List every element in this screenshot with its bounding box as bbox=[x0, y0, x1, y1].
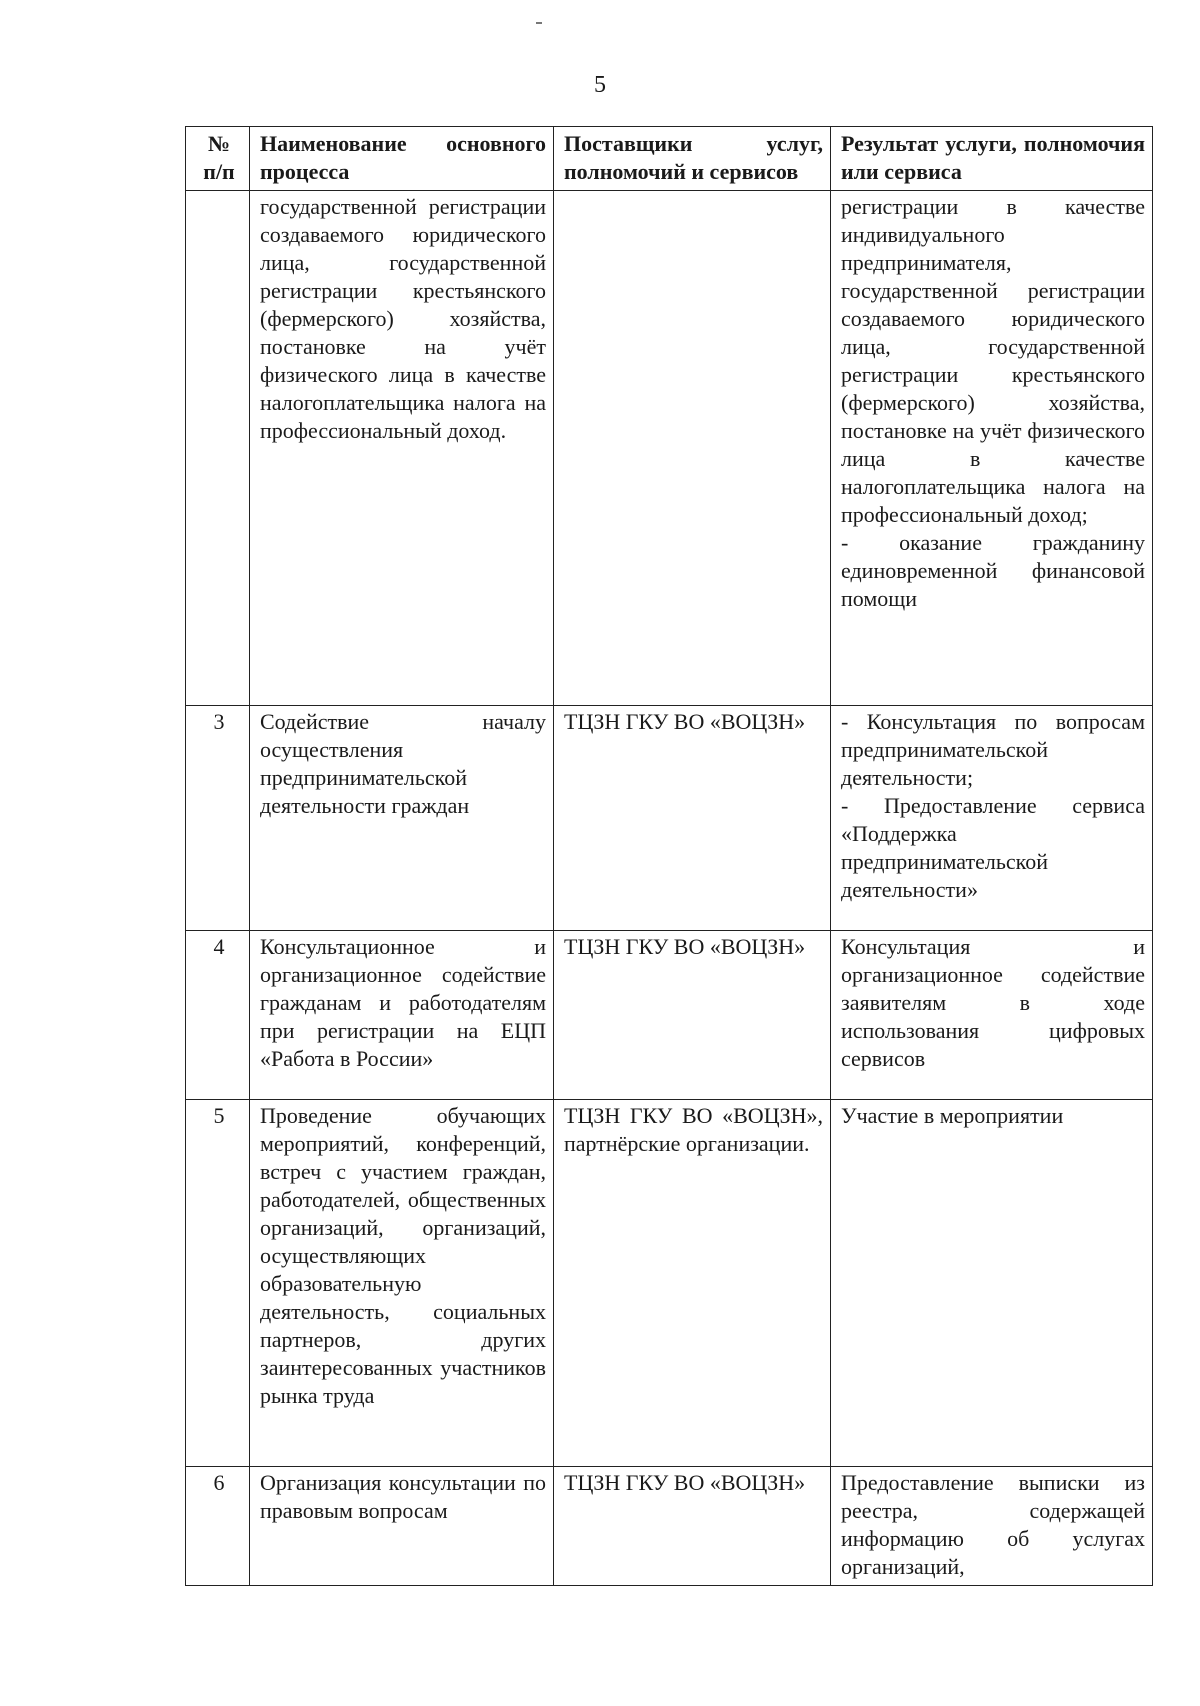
table-row bbox=[186, 191, 1153, 706]
table-header-row bbox=[186, 127, 1153, 191]
providers-cell: ТЦЗН ГКУ ВО «ВОЦЗН» bbox=[554, 1467, 831, 1586]
providers-cell: ТЦЗН ГКУ ВО «ВОЦЗН», партнёрские организации. bbox=[554, 1100, 831, 1467]
row-number bbox=[186, 191, 250, 706]
result-cell: Консультация и организационное содействие заявителям в ходе использования цифровых сервисов bbox=[831, 931, 1153, 1100]
header-providers: Поставщики услуг, полномочий и сервисов bbox=[554, 127, 831, 191]
row-number: 3 bbox=[186, 706, 250, 931]
providers-cell: ТЦЗН ГКУ ВО «ВОЦЗН» bbox=[554, 706, 831, 931]
table-row bbox=[186, 1467, 1153, 1586]
process-name-cell: Содействие началу осуществления предпринимательской деятельности граждан bbox=[250, 706, 554, 931]
row-number: 5 bbox=[186, 1100, 250, 1467]
header-result: Результат услуги, полномочия или сервиса bbox=[831, 127, 1153, 191]
result-cell: Участие в мероприятии bbox=[831, 1100, 1153, 1467]
page-number: 5 bbox=[594, 72, 606, 98]
process-name-cell: Проведение обучающих мероприятий, конференций, встреч с участием граждан, работодателей, общественных организаций, организаций, осуществляющих образовательную деятельность, социальных партнеров, других заинтересованных участников рынка труда bbox=[250, 1100, 554, 1467]
process-name-cell: Консультационное и организационное содействие гражданам и работодателям при регистрации на ЕЦП «Работа в России» bbox=[250, 931, 554, 1100]
result-cell: регистрации в качестве индивидуального предпринимателя, государственной регистрации создаваемого юридического лица, государственной регистрации крестьянского (фермерского) хозяйства, постановке на учёт физического лица в качестве налогоплательщика налога на профессиональный доход; - оказание гражданину единовременной финансовой помощи bbox=[831, 191, 1153, 706]
providers-cell bbox=[554, 191, 831, 706]
table-row bbox=[186, 931, 1153, 1100]
process-name-cell: Организация консультации по правовым вопросам bbox=[250, 1467, 554, 1586]
header-process-name: Наименование основного процесса bbox=[250, 127, 554, 191]
providers-cell: ТЦЗН ГКУ ВО «ВОЦЗН» bbox=[554, 931, 831, 1100]
row-number: 6 bbox=[186, 1467, 250, 1586]
process-name-cell: государственной регистрации создаваемого юридического лица, государственной регистрации крестьянского (фермерского) хозяйства, постановке на учёт физического лица в качестве налогоплательщика налога на профессиональный доход. bbox=[250, 191, 554, 706]
header-number: № п/п bbox=[186, 127, 250, 191]
result-cell: - Консультация по вопросам предпринимательской деятельности; - Предоставление сервиса «Поддержка предпринимательской деятельности» bbox=[831, 706, 1153, 931]
table-row bbox=[186, 1100, 1153, 1467]
scan-speck bbox=[536, 22, 542, 24]
services-table bbox=[185, 126, 1153, 1586]
table-row bbox=[186, 706, 1153, 931]
result-cell: Предоставление выписки из реестра, содержащей информацию об услугах организаций, bbox=[831, 1467, 1153, 1586]
row-number: 4 bbox=[186, 931, 250, 1100]
